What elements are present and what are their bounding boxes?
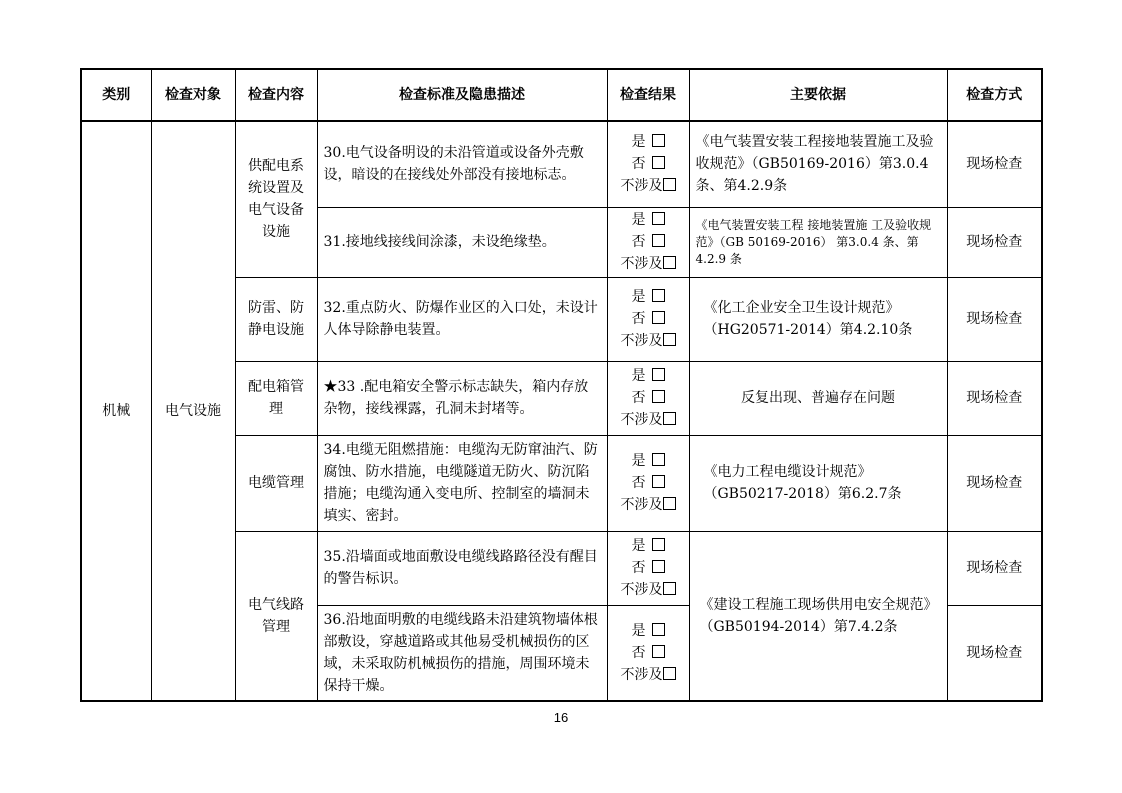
header-object: 检查对象 <box>151 69 235 121</box>
result-no-checkbox[interactable] <box>652 156 665 169</box>
result-cell <box>607 121 689 207</box>
inspection-table-sheet <box>80 68 1041 704</box>
result-na-label: 不涉及 <box>620 412 663 428</box>
result-yes-label: 是 <box>631 368 646 384</box>
basis-cell: 反复出现、普遍存在问题 <box>689 361 947 435</box>
result-yes-checkbox[interactable] <box>652 368 665 381</box>
result-na-checkbox[interactable] <box>663 412 676 425</box>
content-cell-g1: 供配电系统设置及电气设备设施 <box>235 121 317 277</box>
header-category: 类别 <box>81 69 151 121</box>
result-na-checkbox[interactable] <box>663 667 676 680</box>
content-cell-g4: 电缆管理 <box>235 435 317 531</box>
table-row <box>81 121 1042 207</box>
standard-cell: 35.沿墙面或地面敷设电缆线路路径没有醒目的警告标识。 <box>317 531 607 605</box>
result-no-label: 否 <box>631 475 646 491</box>
result-cell <box>607 277 689 361</box>
content-cell-g5: 电气线路管理 <box>235 531 317 701</box>
result-no-label: 否 <box>631 644 646 661</box>
header-result: 检查结果 <box>607 69 689 121</box>
result-na-label: 不涉及 <box>620 333 663 349</box>
result-no-label: 否 <box>631 560 646 576</box>
object-cell: 电气设施 <box>151 121 235 701</box>
result-yes-label: 是 <box>631 134 646 151</box>
page-number: 16 <box>553 710 569 725</box>
header-standard: 检查标准及隐患描述 <box>317 69 607 121</box>
result-na-label: 不涉及 <box>620 666 663 683</box>
result-na-label: 不涉及 <box>620 256 663 272</box>
standard-cell: 31.接地线接线间涂漆，未设绝缘垫。 <box>317 207 607 277</box>
method-cell: 现场检查 <box>947 121 1042 207</box>
standard-cell: 36.沿地面明敷的电缆线路未沿建筑物墙体根部敷设，穿越道路或其他易受机械损伤的区域，未采取防机械损伤的措施，周围环境未保持干燥。 <box>317 605 607 701</box>
method-cell: 现场检查 <box>947 435 1042 531</box>
result-na-label: 不涉及 <box>620 582 663 598</box>
result-no-checkbox[interactable] <box>652 234 665 247</box>
result-yes-label: 是 <box>631 289 646 305</box>
result-yes-label: 是 <box>631 453 646 469</box>
standard-cell: 30.电气设备明设的未沿管道或设备外壳敷设，暗设的在接线处外部没有接地标志。 <box>317 121 607 207</box>
method-cell: 现场检查 <box>947 207 1042 277</box>
result-no-checkbox[interactable] <box>652 390 665 403</box>
result-na-checkbox[interactable] <box>663 178 676 191</box>
basis-cell: 《电气装置安装工程接地装置施工及验收规范》（GB50169-2016）第3.0.4条、第4.2.9条 <box>689 121 947 207</box>
standard-cell: 32.重点防火、防爆作业区的入口处，未设计人体导除静电装置。 <box>317 277 607 361</box>
result-no-label: 否 <box>631 311 646 327</box>
result-na-checkbox[interactable] <box>663 582 676 595</box>
header-row <box>81 69 1042 121</box>
result-yes-label: 是 <box>631 622 646 639</box>
result-no-checkbox[interactable] <box>652 475 665 488</box>
result-no-checkbox[interactable] <box>652 560 665 573</box>
result-na-label: 不涉及 <box>620 178 663 195</box>
result-yes-checkbox[interactable] <box>652 453 665 466</box>
method-cell: 现场检查 <box>947 361 1042 435</box>
result-yes-label: 是 <box>631 212 646 228</box>
result-cell <box>607 435 689 531</box>
result-yes-label: 是 <box>631 538 646 554</box>
basis-cell-shared: 《建设工程施工现场供用电安全规范》（GB50194-2014）第7.4.2条 <box>689 531 947 701</box>
result-no-label: 否 <box>631 234 646 250</box>
result-no-checkbox[interactable] <box>652 645 665 658</box>
basis-cell: 《电气装置安装工程 接地装置施 工及验收规范》（GB 50169-2016） 第3.0.4 条、第4.2.9 条 <box>689 207 947 277</box>
result-no-checkbox[interactable] <box>652 311 665 324</box>
header-method: 检查方式 <box>947 69 1042 121</box>
standard-cell: ★33 .配电箱安全警示标志缺失，箱内存放杂物，接线裸露，孔洞未封堵等。 <box>317 361 607 435</box>
result-yes-checkbox[interactable] <box>652 623 665 636</box>
result-na-checkbox[interactable] <box>663 497 676 510</box>
result-yes-checkbox[interactable] <box>652 212 665 225</box>
header-content: 检查内容 <box>235 69 317 121</box>
content-cell-g2: 防雷、防静电设施 <box>235 277 317 361</box>
category-cell: 机械 <box>81 121 151 701</box>
result-cell <box>607 361 689 435</box>
result-na-checkbox[interactable] <box>663 256 676 269</box>
result-na-label: 不涉及 <box>620 497 663 513</box>
standard-cell: 34.电缆无阻燃措施：电缆沟无防窜油汽、防腐蚀、防水措施，电缆隧道无防火、防沉陷措施；电缆沟通入变电所、控制室的墙洞未填实、密封。 <box>317 435 607 531</box>
result-cell <box>607 531 689 605</box>
result-na-checkbox[interactable] <box>663 333 676 346</box>
result-yes-checkbox[interactable] <box>652 289 665 302</box>
method-cell: 现场检查 <box>947 277 1042 361</box>
inspection-table <box>80 68 1043 702</box>
result-yes-checkbox[interactable] <box>652 538 665 551</box>
result-no-label: 否 <box>631 390 646 406</box>
method-cell: 现场检查 <box>947 605 1042 701</box>
basis-cell: 《化工企业安全卫生设计规范》（HG20571-2014）第4.2.10条 <box>689 277 947 361</box>
method-cell: 现场检查 <box>947 531 1042 605</box>
result-cell <box>607 605 689 701</box>
result-cell <box>607 207 689 277</box>
result-no-label: 否 <box>631 156 646 173</box>
result-yes-checkbox[interactable] <box>652 134 665 147</box>
basis-cell: 《电力工程电缆设计规范》（GB50217-2018）第6.2.7条 <box>689 435 947 531</box>
content-cell-g3: 配电箱管理 <box>235 361 317 435</box>
header-basis: 主要依据 <box>689 69 947 121</box>
